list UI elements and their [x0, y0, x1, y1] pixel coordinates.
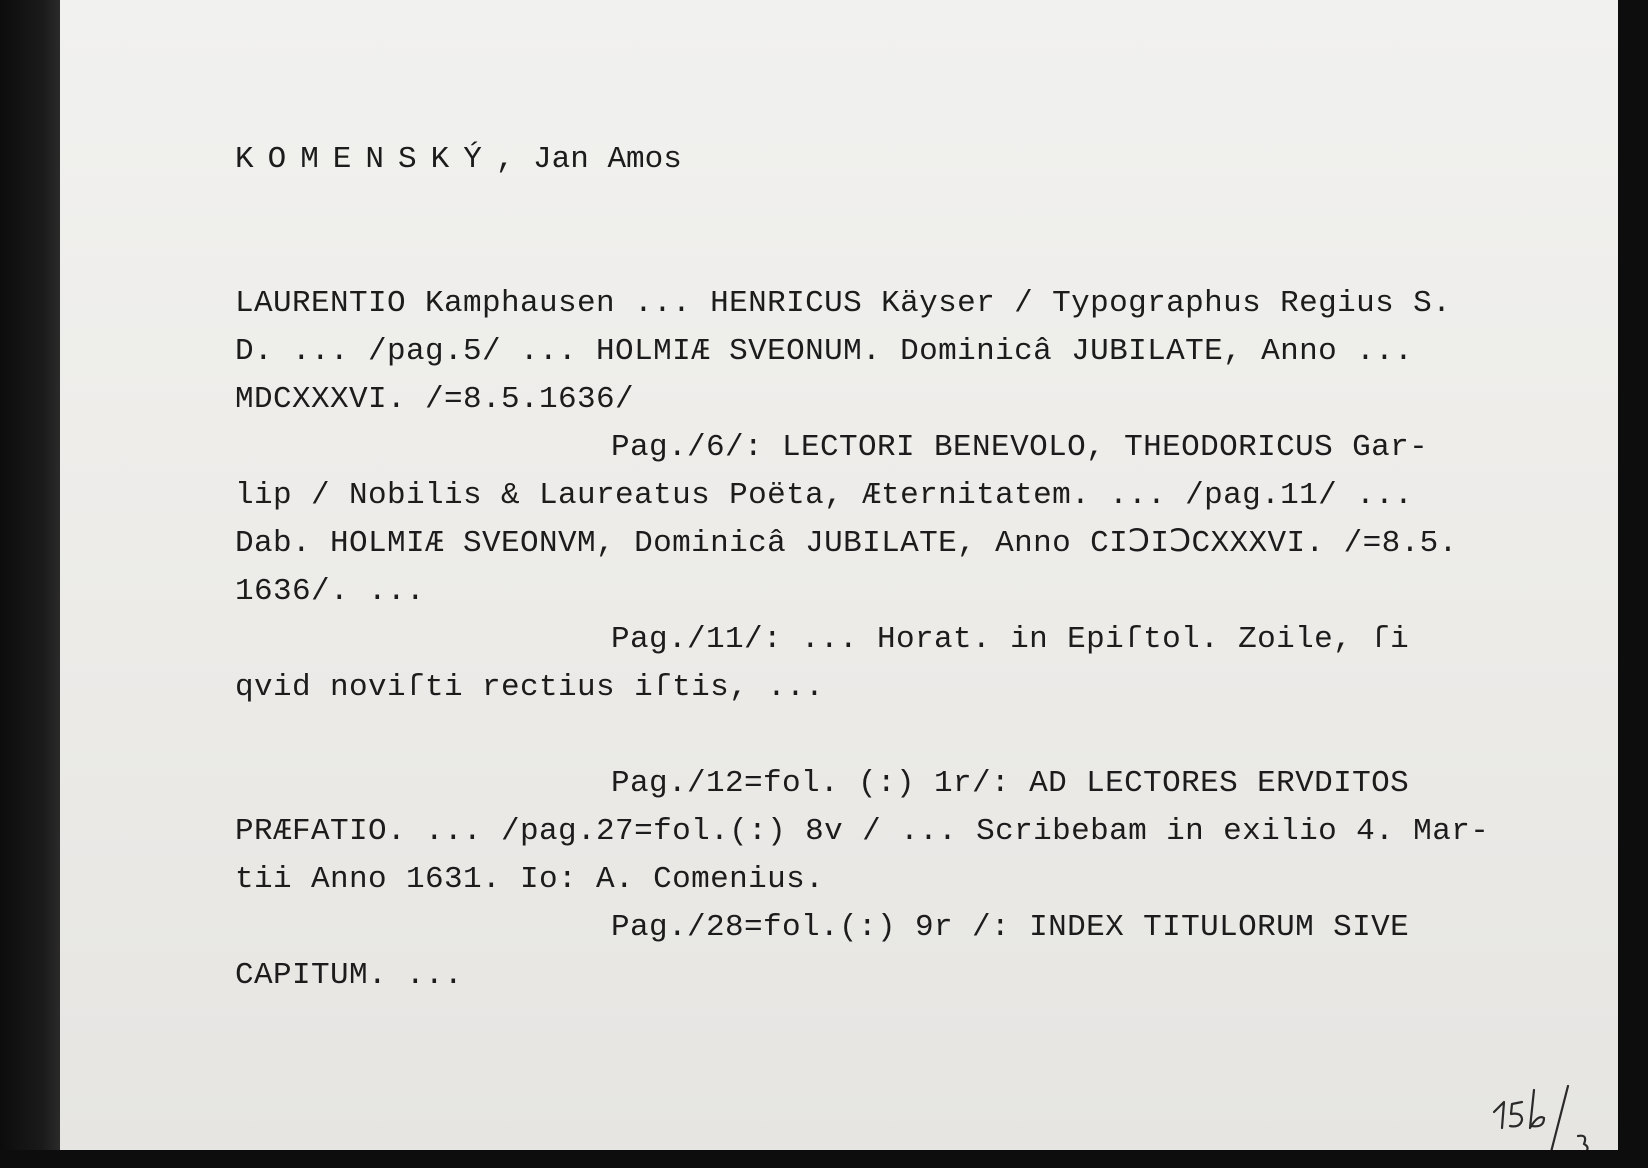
text-line: D. ... /pag.5/ ... HOLMIÆ SVEONUM. Dominicâ JUBILATE, Anno ... — [235, 334, 1414, 369]
text-line: LAURENTIO Kamphausen ... HENRICUS Käyser / Typographus Regius S. — [235, 286, 1452, 321]
card-shadow-bottom — [0, 1150, 1648, 1168]
card-shadow-right — [1618, 0, 1648, 1168]
catalog-card — [60, 0, 1618, 1150]
text-line: Dab. HOLMIÆ SVEONVM, Dominicâ JUBILATE, Anno CIↃIↃCXXXVI. /=8.5. — [235, 526, 1458, 561]
text-line: lip / Nobilis & Laureatus Poëta, Æternitatem. ... /pag.11/ ... — [235, 478, 1414, 513]
text-line: Pag./11/: ... Horat. in Epiſtol. Zoile, ſi — [611, 622, 1410, 657]
text-line: tii Anno 1631. Io: A. Comenius. — [235, 862, 825, 897]
text-line: CAPITUM. ... — [235, 958, 464, 993]
card-shadow-left — [0, 0, 60, 1168]
text-line: Pag./28=fol.(:) 9r /: INDEX TITULORUM SIVE — [611, 910, 1410, 945]
author-given-name: , Jan Amos — [495, 142, 682, 177]
text-line: PRÆFATIO. ... /pag.27=fol.(:) 8v / ... Scribebam in exilio 4. Mar- — [235, 814, 1490, 849]
card-heading — [235, 144, 682, 175]
text-line: qvid noviſti rectius iſtis, ... — [235, 670, 825, 705]
text-line: Pag./12=fol. (:) 1r/: AD LECTORES ERVDITOS — [611, 766, 1410, 801]
text-line: 1636/. ... — [235, 574, 426, 609]
author-surname: KOMENSKÝ — [235, 142, 496, 177]
text-line: MDCXXXVI. /=8.5.1636/ — [235, 382, 635, 417]
text-line: Pag./6/: LECTORI BENEVOLO, THEODORICUS Gar- — [611, 430, 1429, 465]
